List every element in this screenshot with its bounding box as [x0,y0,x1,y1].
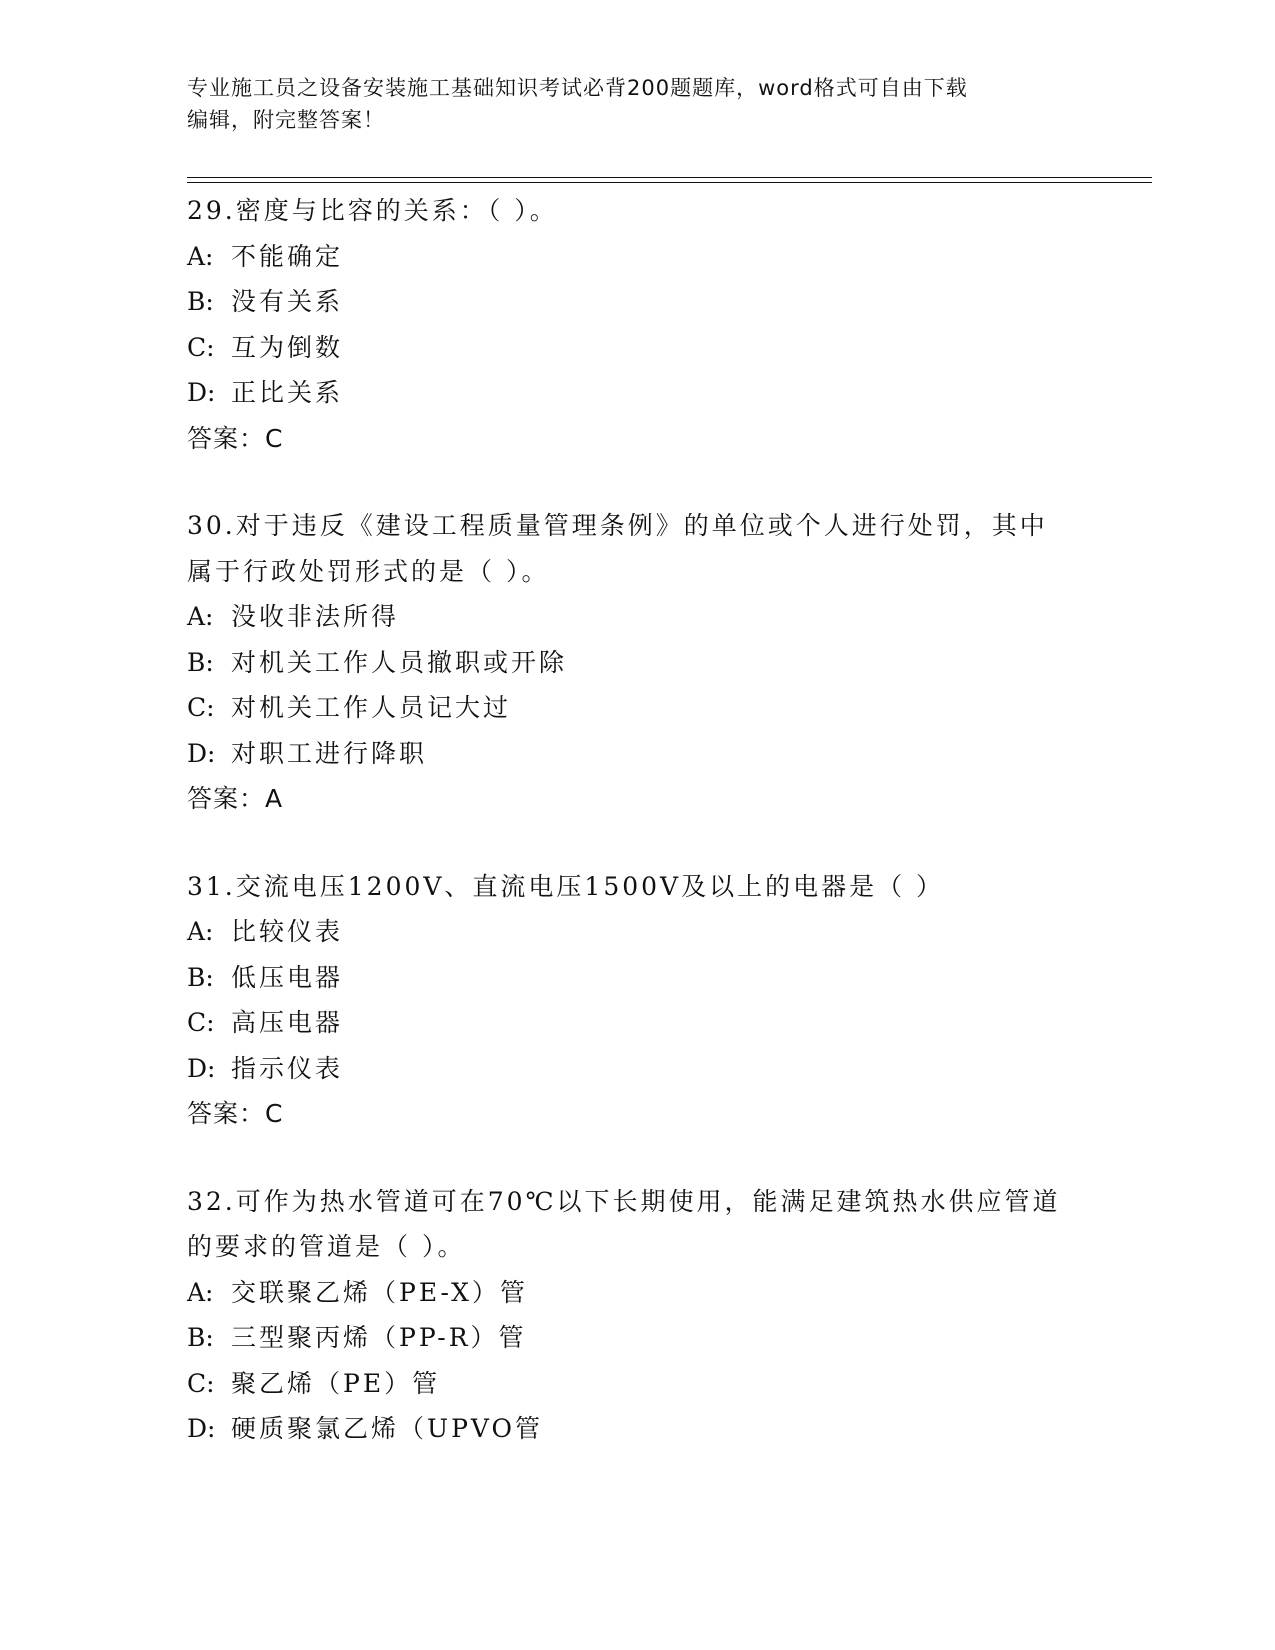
question-text: 30.对于违反《建设工程质量管理条例》的单位或个人进行处罚，其中 [187,511,1048,540]
option-letter: D: [187,1053,216,1083]
option-d [187,731,1087,777]
option-letter: A: [187,602,214,631]
option-letter: A: [187,241,214,271]
question-text: 31.交流电压1200V、直流电压1500V及以上的电器是（ ） [187,871,945,901]
option-text: 聚乙烯（PE）管 [231,1368,441,1398]
option-text: 比较仪表 [231,917,344,946]
question-text: 29.密度与比容的关系：（ ）。 [187,196,558,225]
option-b [187,279,1087,325]
question-29 [187,188,1087,461]
option-letter: B: [187,287,214,316]
option-letter: C: [187,1368,215,1398]
option-letter: B: [187,962,214,992]
question-text: 32.可作为热水管道可在70℃以下长期使用，能满足建筑热水供应管道 [187,1186,1061,1216]
option-c [187,325,1087,371]
option-text: 不能确定 [231,241,344,271]
option-c [187,1361,1087,1407]
option-text: 高压电器 [231,1008,344,1037]
option-text: 低压电器 [231,962,344,992]
answer-line: 答案：C [187,1099,284,1128]
option-text: 对职工进行降职 [231,738,428,768]
option-letter: C: [187,1008,215,1037]
answer-line: 答案：C [187,423,284,453]
question-text-continued: 属于行政处罚形式的是（ ）。 [187,556,550,586]
question-list [187,188,1087,1494]
option-letter: A: [187,1277,214,1307]
option-letter: D: [187,738,216,768]
option-a [187,234,1087,280]
question-32 [187,1179,1087,1452]
option-text: 交联聚乙烯（PE-X）管 [231,1277,528,1307]
question-text-continued: 的要求的管道是（ ）。 [187,1232,466,1261]
option-a [187,594,1087,640]
option-text: 对机关工作人员记大过 [231,693,512,722]
option-text: 没有关系 [231,287,344,316]
option-text: 硬质聚氯乙烯（UPVO管 [231,1414,544,1443]
option-letter: C: [187,332,215,362]
header-rule-bottom [187,182,1152,183]
header-line-1: 专业施工员之设备安装施工基础知识考试必背200题题库，word格式可自由下载 [187,76,968,100]
option-c [187,1000,1087,1046]
option-letter: B: [187,647,214,677]
option-text: 互为倒数 [231,332,344,362]
option-letter: B: [187,1323,214,1352]
option-b [187,955,1087,1001]
option-letter: D: [187,378,216,407]
option-letter: A: [187,917,214,946]
option-b [187,1315,1087,1361]
question-31 [187,864,1087,1137]
option-letter: C: [187,693,215,722]
question-30 [187,503,1087,822]
option-d [187,1046,1087,1092]
option-text: 指示仪表 [231,1053,344,1083]
answer-line: 答案：A [187,784,284,813]
document-header [187,72,1067,136]
option-b [187,640,1087,686]
option-text: 没收非法所得 [231,602,400,631]
option-text: 正比关系 [231,378,344,407]
header-line-2: 编辑，附完整答案！ [187,108,385,132]
option-a [187,909,1087,955]
option-a [187,1270,1087,1316]
option-c [187,685,1087,731]
option-d [187,370,1087,416]
option-letter: D: [187,1414,216,1443]
option-d [187,1406,1087,1452]
header-rule-top [187,177,1152,178]
option-text: 对机关工作人员撤职或开除 [231,647,568,677]
option-text: 三型聚丙烯（PP-R）管 [231,1323,527,1352]
